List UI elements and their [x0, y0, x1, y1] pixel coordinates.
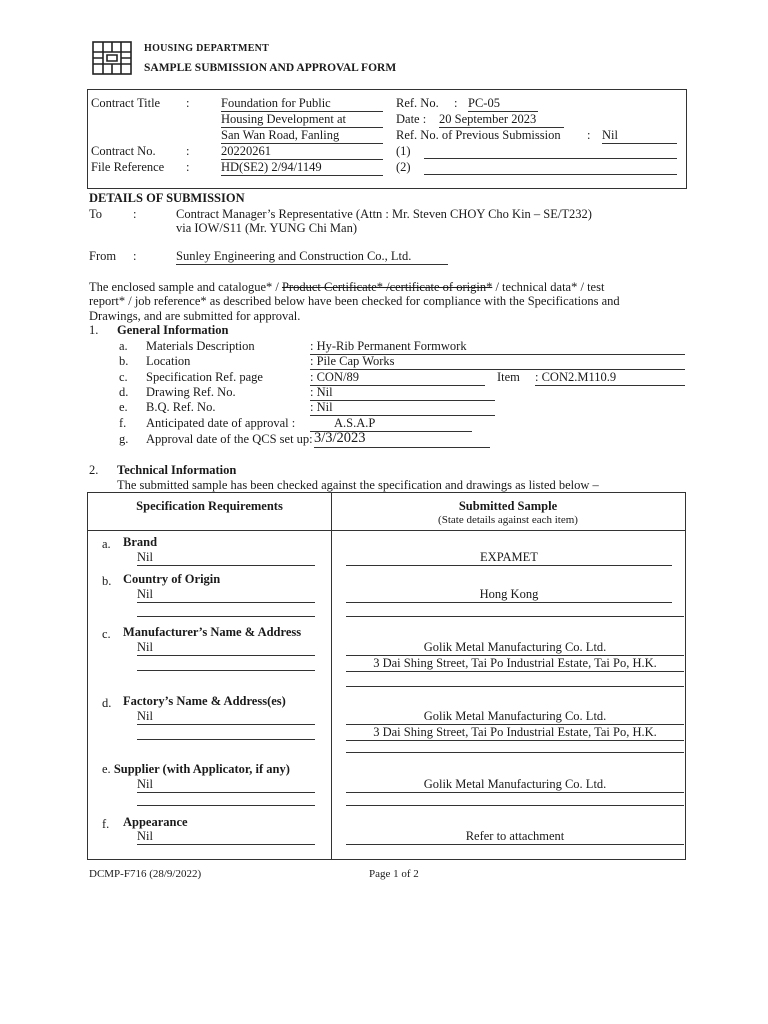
- item-letter: e.: [119, 400, 128, 414]
- item-label: Item: [497, 370, 520, 384]
- item-letter: f.: [119, 416, 127, 430]
- bq-ref-label: B.Q. Ref. No.: [146, 400, 216, 414]
- form-title: SAMPLE SUBMISSION AND APPROVAL FORM: [144, 62, 397, 74]
- country-of-origin-label: Country of Origin: [123, 572, 221, 586]
- item-letter: a.: [119, 339, 128, 353]
- location-label: Location: [146, 354, 191, 368]
- factory-sample-address: 3 Dai Shing Street, Tai Po Industrial Estate, Tai Po, H.K.: [346, 725, 684, 741]
- department-name: HOUSING DEPARTMENT: [144, 43, 270, 54]
- ref-no-label: Ref. No.: [396, 96, 439, 110]
- page-number: Page 1 of 2: [369, 868, 419, 880]
- blank-line: [346, 805, 684, 806]
- item-letter: g.: [119, 432, 129, 446]
- prev-ref-item-2: (2): [396, 160, 411, 174]
- prev-ref-value: Nil: [602, 128, 677, 144]
- submitted-sample-subheader: (State details against each item): [438, 514, 578, 526]
- colon: :: [454, 96, 458, 110]
- item-letter: c.: [119, 370, 128, 384]
- qcs-approval-label: Approval date of the QCS set up:: [146, 432, 313, 446]
- section-number: 2.: [89, 463, 99, 477]
- brand-label: Brand: [123, 535, 158, 549]
- materials-description-value: : Hy-Rib Permanent Formwork: [310, 339, 685, 355]
- blank-line: [346, 752, 684, 753]
- contract-title-label: Contract Title: [91, 96, 161, 110]
- row-letter: f.: [102, 817, 110, 831]
- specification-ref-label: Specification Ref. page: [146, 370, 263, 384]
- from-label: From: [89, 249, 117, 263]
- colon: :: [587, 128, 591, 142]
- to-recipient-line-1: Contract Manager’s Representative (Attn : Mr. Steven CHOY Cho Kin – SE/T232): [176, 207, 592, 221]
- blank-line: [346, 616, 684, 617]
- contract-title-line-3: San Wan Road, Fanling: [221, 128, 383, 144]
- table-header-divider: [87, 530, 685, 531]
- supplier-spec-value: Nil: [137, 777, 315, 793]
- blank-line: [137, 805, 315, 806]
- colon: :: [133, 249, 137, 263]
- blank-line: [346, 686, 684, 687]
- prev-ref-line-2: [424, 174, 677, 175]
- spec-requirements-header: Specification Requirements: [136, 499, 283, 513]
- manufacturer-spec-value: Nil: [137, 640, 315, 656]
- bq-ref-value: : Nil: [310, 400, 495, 416]
- file-reference-value: HD(SE2) 2/94/1149: [221, 160, 383, 176]
- drawing-ref-value: : Nil: [310, 385, 495, 401]
- contract-no-label: Contract No.: [91, 144, 156, 158]
- prev-ref-label: Ref. No. of Previous Submission: [396, 128, 561, 142]
- blank-line: [137, 670, 315, 671]
- section-number: 1.: [89, 323, 99, 337]
- item-letter: d.: [119, 385, 129, 399]
- colon: :: [186, 160, 190, 174]
- factory-spec-value: Nil: [137, 709, 315, 725]
- colon: :: [133, 207, 137, 221]
- technical-info-heading: Technical Information: [117, 463, 237, 477]
- appearance-spec-value: Nil: [137, 829, 315, 845]
- submission-paragraph-line-2: report* / job reference* as described below have been checked for compliance with the Specifications and: [89, 294, 620, 308]
- row-letter: c.: [102, 627, 111, 641]
- item-letter: b.: [119, 354, 129, 368]
- brand-sample-value: EXPAMET: [346, 550, 672, 566]
- general-info-heading: General Information: [117, 323, 229, 337]
- to-recipient-line-2: via IOW/S11 (Mr. YUNG Chi Man): [176, 221, 357, 235]
- ref-no-value: PC-05: [468, 96, 538, 112]
- file-reference-label: File Reference: [91, 160, 165, 174]
- colon: :: [186, 96, 190, 110]
- manufacturer-sample-address: 3 Dai Shing Street, Tai Po Industrial Estate, Tai Po, H.K.: [346, 656, 684, 672]
- factory-sample-name: Golik Metal Manufacturing Co. Ltd.: [346, 709, 684, 725]
- prev-ref-item-1: (1): [396, 144, 411, 158]
- from-value: Sunley Engineering and Construction Co., Ltd.: [176, 249, 448, 265]
- form-code: DCMP-F716 (28/9/2022): [89, 868, 202, 880]
- appearance-label: Appearance: [123, 815, 188, 829]
- supplier-sample-value: Golik Metal Manufacturing Co. Ltd.: [346, 777, 684, 793]
- location-value: : Pile Cap Works: [310, 354, 685, 370]
- table-column-divider: [331, 492, 332, 859]
- anticipated-approval-label: Anticipated date of approval :: [146, 416, 296, 430]
- supplier-label: e. Supplier (with Applicator, if any): [102, 762, 290, 776]
- contract-title-line-2: Housing Development at: [221, 112, 383, 128]
- anticipated-approval-value: A.S.A.P: [310, 416, 472, 432]
- prev-ref-line-1: [424, 158, 677, 159]
- submission-paragraph-line-3: Drawings, and are submitted for approval.: [89, 309, 301, 323]
- date-label: Date :: [396, 112, 427, 126]
- brand-spec-value: Nil: [137, 550, 315, 566]
- factory-label: Factory’s Name & Address(es): [123, 694, 286, 708]
- to-label: To: [89, 207, 103, 221]
- blank-line: [137, 616, 315, 617]
- item-value: : CON2.M110.9: [535, 370, 685, 386]
- technical-info-intro: The submitted sample has been checked against the specification and drawings as listed below –: [117, 478, 599, 492]
- row-letter: b.: [102, 574, 112, 588]
- manufacturer-label: Manufacturer’s Name & Address: [123, 625, 302, 639]
- colon: :: [186, 144, 190, 158]
- details-heading: DETAILS OF SUBMISSION: [89, 191, 245, 205]
- qcs-approval-value: 3/3/2023: [314, 430, 490, 448]
- country-sample-value: Hong Kong: [346, 587, 672, 603]
- manufacturer-sample-name: Golik Metal Manufacturing Co. Ltd.: [346, 640, 684, 656]
- submission-paragraph-line-1: The enclosed sample and catalogue* / Product Certificate* /certificate of origin* / technical data* / test: [89, 280, 605, 294]
- contract-title-line-1: Foundation for Public: [221, 96, 383, 112]
- materials-description-label: Materials Description: [146, 339, 255, 353]
- country-spec-value: Nil: [137, 587, 315, 603]
- date-value: 20 September 2023: [439, 112, 564, 128]
- submitted-sample-header: Submitted Sample: [458, 499, 558, 513]
- row-letter: a.: [102, 537, 111, 551]
- specification-ref-value: : CON/89: [310, 370, 485, 386]
- drawing-ref-label: Drawing Ref. No.: [146, 385, 236, 399]
- appearance-sample-value: Refer to attachment: [346, 829, 684, 845]
- blank-line: [137, 739, 315, 740]
- housing-department-logo-icon: [89, 38, 135, 78]
- contract-no-value: 20220261: [221, 144, 383, 160]
- row-letter: d.: [102, 696, 112, 710]
